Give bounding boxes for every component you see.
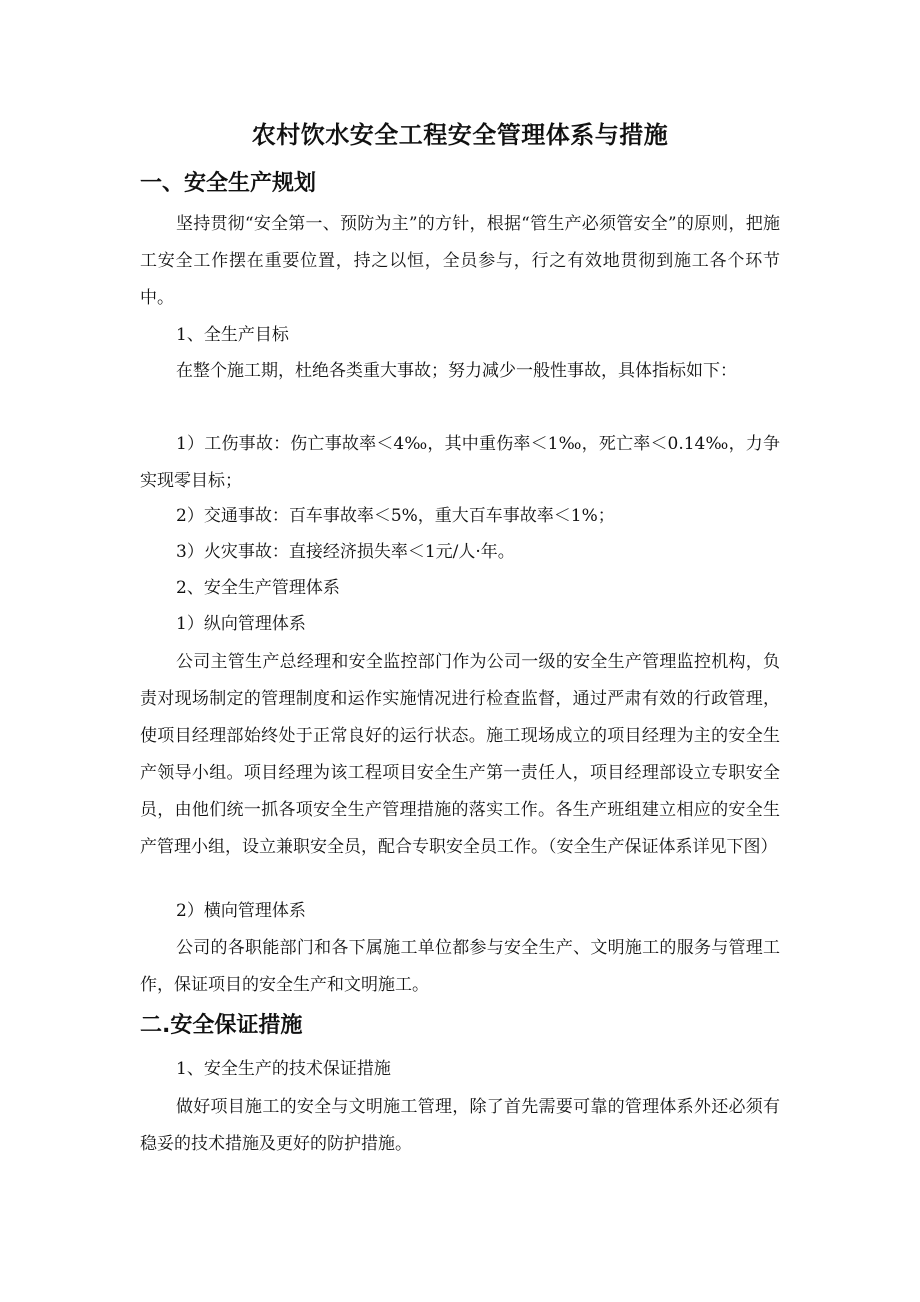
section-2-subsection-1-paragraph: 做好项目施工的安全与文明施工管理，除了首先需要可靠的管理体系外还必须有稳妥的技术措施及更好的防护措施。 <box>140 1097 780 1154</box>
vertical-system-title: 1）纵向管理体系 <box>176 614 306 634</box>
section-1-intro-paragraph: 坚持贯彻“安全第一、预防为主”的方针，根据“管生产必须管安全”的原则，把施工安全工作摆在重要位置，持之以恒，全员参与，行之有效地贯彻到施工各个环节中。 <box>140 214 780 308</box>
section-2-heading: 二.安全保证措施 <box>140 1013 303 1038</box>
vertical-system-paragraph: 公司主管生产总经理和安全监控部门作为公司一级的安全生产管理监控机构，负责对现场制定的管理制度和运作实施情况进行检查监督，通过严肃有效的行政管理，使项目经理部始终处于正常良好的运行状态。施工现场成立的项目经理为主的安全生产领导小组。项目经理为该工程项目安全生产第一责任人，项目经理部设立专职安全员，由他们统一抓各项安全生产管理措施的落实工作。各生产班组建立相应的安全生产管理小组，设立兼职安全员，配合专职安全员工作。（安全生产保证体系详见下图） <box>140 652 780 857</box>
target-traffic: 2）交通事故：百车事故率＜5%，重大百车事故率＜1%； <box>176 506 615 526</box>
subsection-1-text: 在整个施工期，杜绝各类重大事故；努力减少一般性事故，具体指标如下： <box>176 361 737 381</box>
section-1-heading: 一、安全生产规划 <box>140 171 317 196</box>
target-injury: 1）工伤事故：伤亡事故率＜4‰，其中重伤率＜1‰，死亡率＜0.14‰，力争实现零目标； <box>140 434 780 491</box>
subsection-2-title: 2、安全生产管理体系 <box>176 578 340 598</box>
subsection-1-title: 1、全生产目标 <box>176 325 289 345</box>
section-2-subsection-1-title: 1、安全生产的技术保证措施 <box>176 1059 391 1079</box>
horizontal-system-paragraph: 公司的各职能部门和各下属施工单位都参与安全生产、文明施工的服务与管理工作，保证项目的安全生产和文明施工。 <box>140 938 780 995</box>
document-title: 农村饮水安全工程安全管理体系与措施 <box>251 121 669 149</box>
target-fire: 3）火灾事故：直接经济损失率＜1元/人·年。 <box>176 542 515 562</box>
horizontal-system-title: 2）横向管理体系 <box>176 901 306 921</box>
